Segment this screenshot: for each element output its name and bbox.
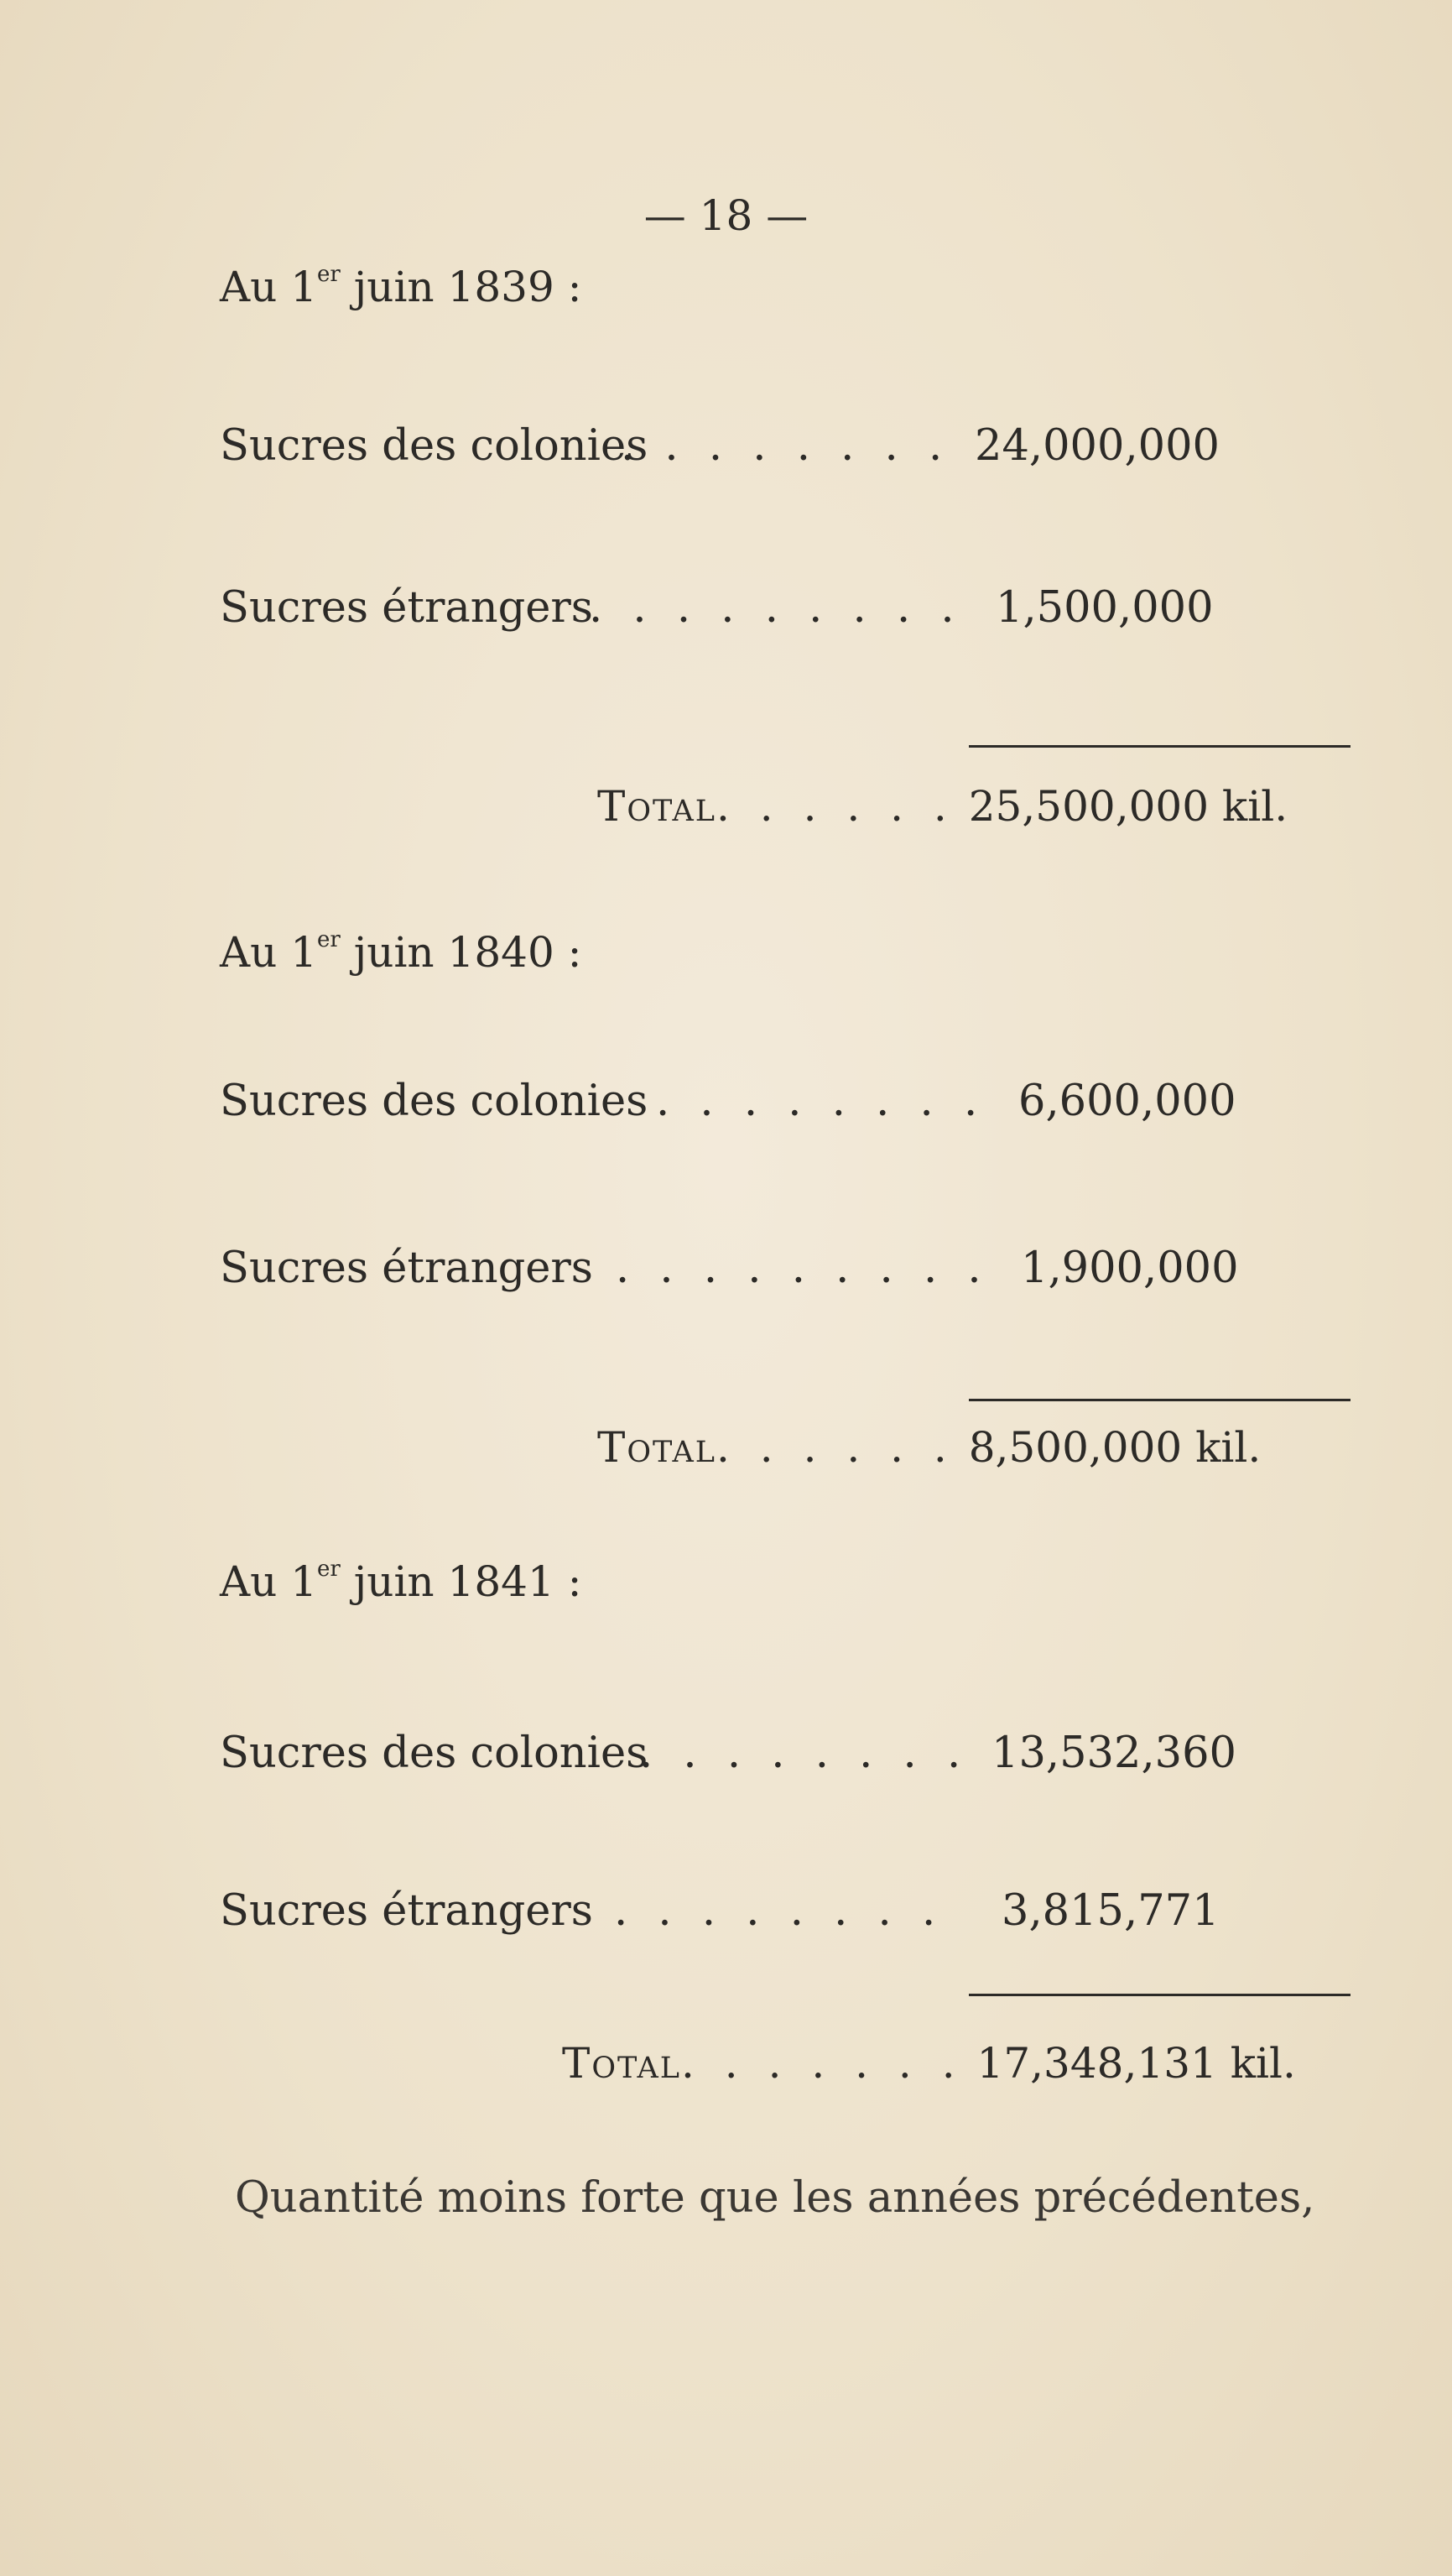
section-heading-1839: [220, 262, 582, 311]
row-label: Sucres étrangers: [220, 1244, 593, 1293]
leader-dots: . . . . . . . .: [656, 1077, 986, 1126]
total-label: Total: [562, 2039, 681, 2088]
leader-dots: . . . . . . . .: [621, 421, 951, 471]
total-value: 25,500,000 kil.: [968, 782, 1288, 831]
table-row: [220, 1244, 1335, 1294]
row-value: 24,000,000: [975, 421, 1220, 471]
heading-sup: er: [317, 262, 341, 287]
heading-suffix: juin 1839 :: [340, 263, 582, 311]
heading-prefix: Au 1: [220, 1557, 318, 1606]
leader-dots: . . . . . .: [716, 782, 955, 831]
row-label: Sucres des colonies: [220, 1729, 648, 1778]
leader-dots: . . . . . .: [716, 1423, 955, 1472]
table-row: [220, 1729, 1335, 1779]
total-label: Total: [597, 782, 716, 831]
sum-rule: [969, 1994, 1351, 1996]
total-row: [562, 2039, 1296, 2088]
row-label: Sucres étrangers: [220, 583, 593, 633]
sum-rule: [969, 1399, 1351, 1401]
leader-dots: . . . . . . . .: [614, 1886, 945, 1936]
total-value: 8,500,000 kil.: [968, 1423, 1262, 1472]
table-row: [220, 421, 1335, 472]
page-number: — 18 —: [643, 191, 809, 240]
row-label: Sucres étrangers: [220, 1886, 593, 1936]
total-row: [597, 1423, 1261, 1472]
leader-dots: . . . . . . .: [681, 2039, 964, 2088]
row-value: 1,500,000: [996, 583, 1214, 633]
row-label: Sucres des colonies: [220, 421, 648, 471]
row-label: Sucres des colonies: [220, 1077, 648, 1126]
heading-sup: er: [317, 1557, 341, 1582]
heading-prefix: Au 1: [220, 928, 318, 977]
section-heading-1841: [220, 1557, 582, 1606]
total-value: 17,348,131 kil.: [976, 2039, 1296, 2088]
table-row: [220, 1077, 1335, 1127]
row-value: 13,532,360: [991, 1729, 1237, 1778]
total-row: [597, 782, 1288, 831]
row-value: 6,600,000: [1018, 1077, 1236, 1126]
sum-rule: [969, 745, 1351, 748]
heading-suffix: juin 1841 :: [340, 1557, 582, 1606]
table-row: [220, 583, 1335, 634]
heading-sup: er: [317, 927, 341, 952]
leader-dots: . . . . . . . . .: [616, 1244, 990, 1293]
table-row: [220, 1886, 1335, 1937]
row-value: 1,900,000: [1021, 1244, 1239, 1293]
section-heading-1840: [220, 927, 582, 977]
heading-prefix: Au 1: [220, 263, 318, 311]
leader-dots: . . . . . . . .: [639, 1729, 970, 1778]
closing-text-line: Quantité moins forte que les années précédentes,: [235, 2173, 1315, 2223]
heading-suffix: juin 1840 :: [340, 928, 582, 977]
total-label: Total: [597, 1423, 716, 1472]
leader-dots: . . . . . . . . .: [589, 583, 963, 633]
row-value: 3,815,771: [1002, 1886, 1220, 1936]
